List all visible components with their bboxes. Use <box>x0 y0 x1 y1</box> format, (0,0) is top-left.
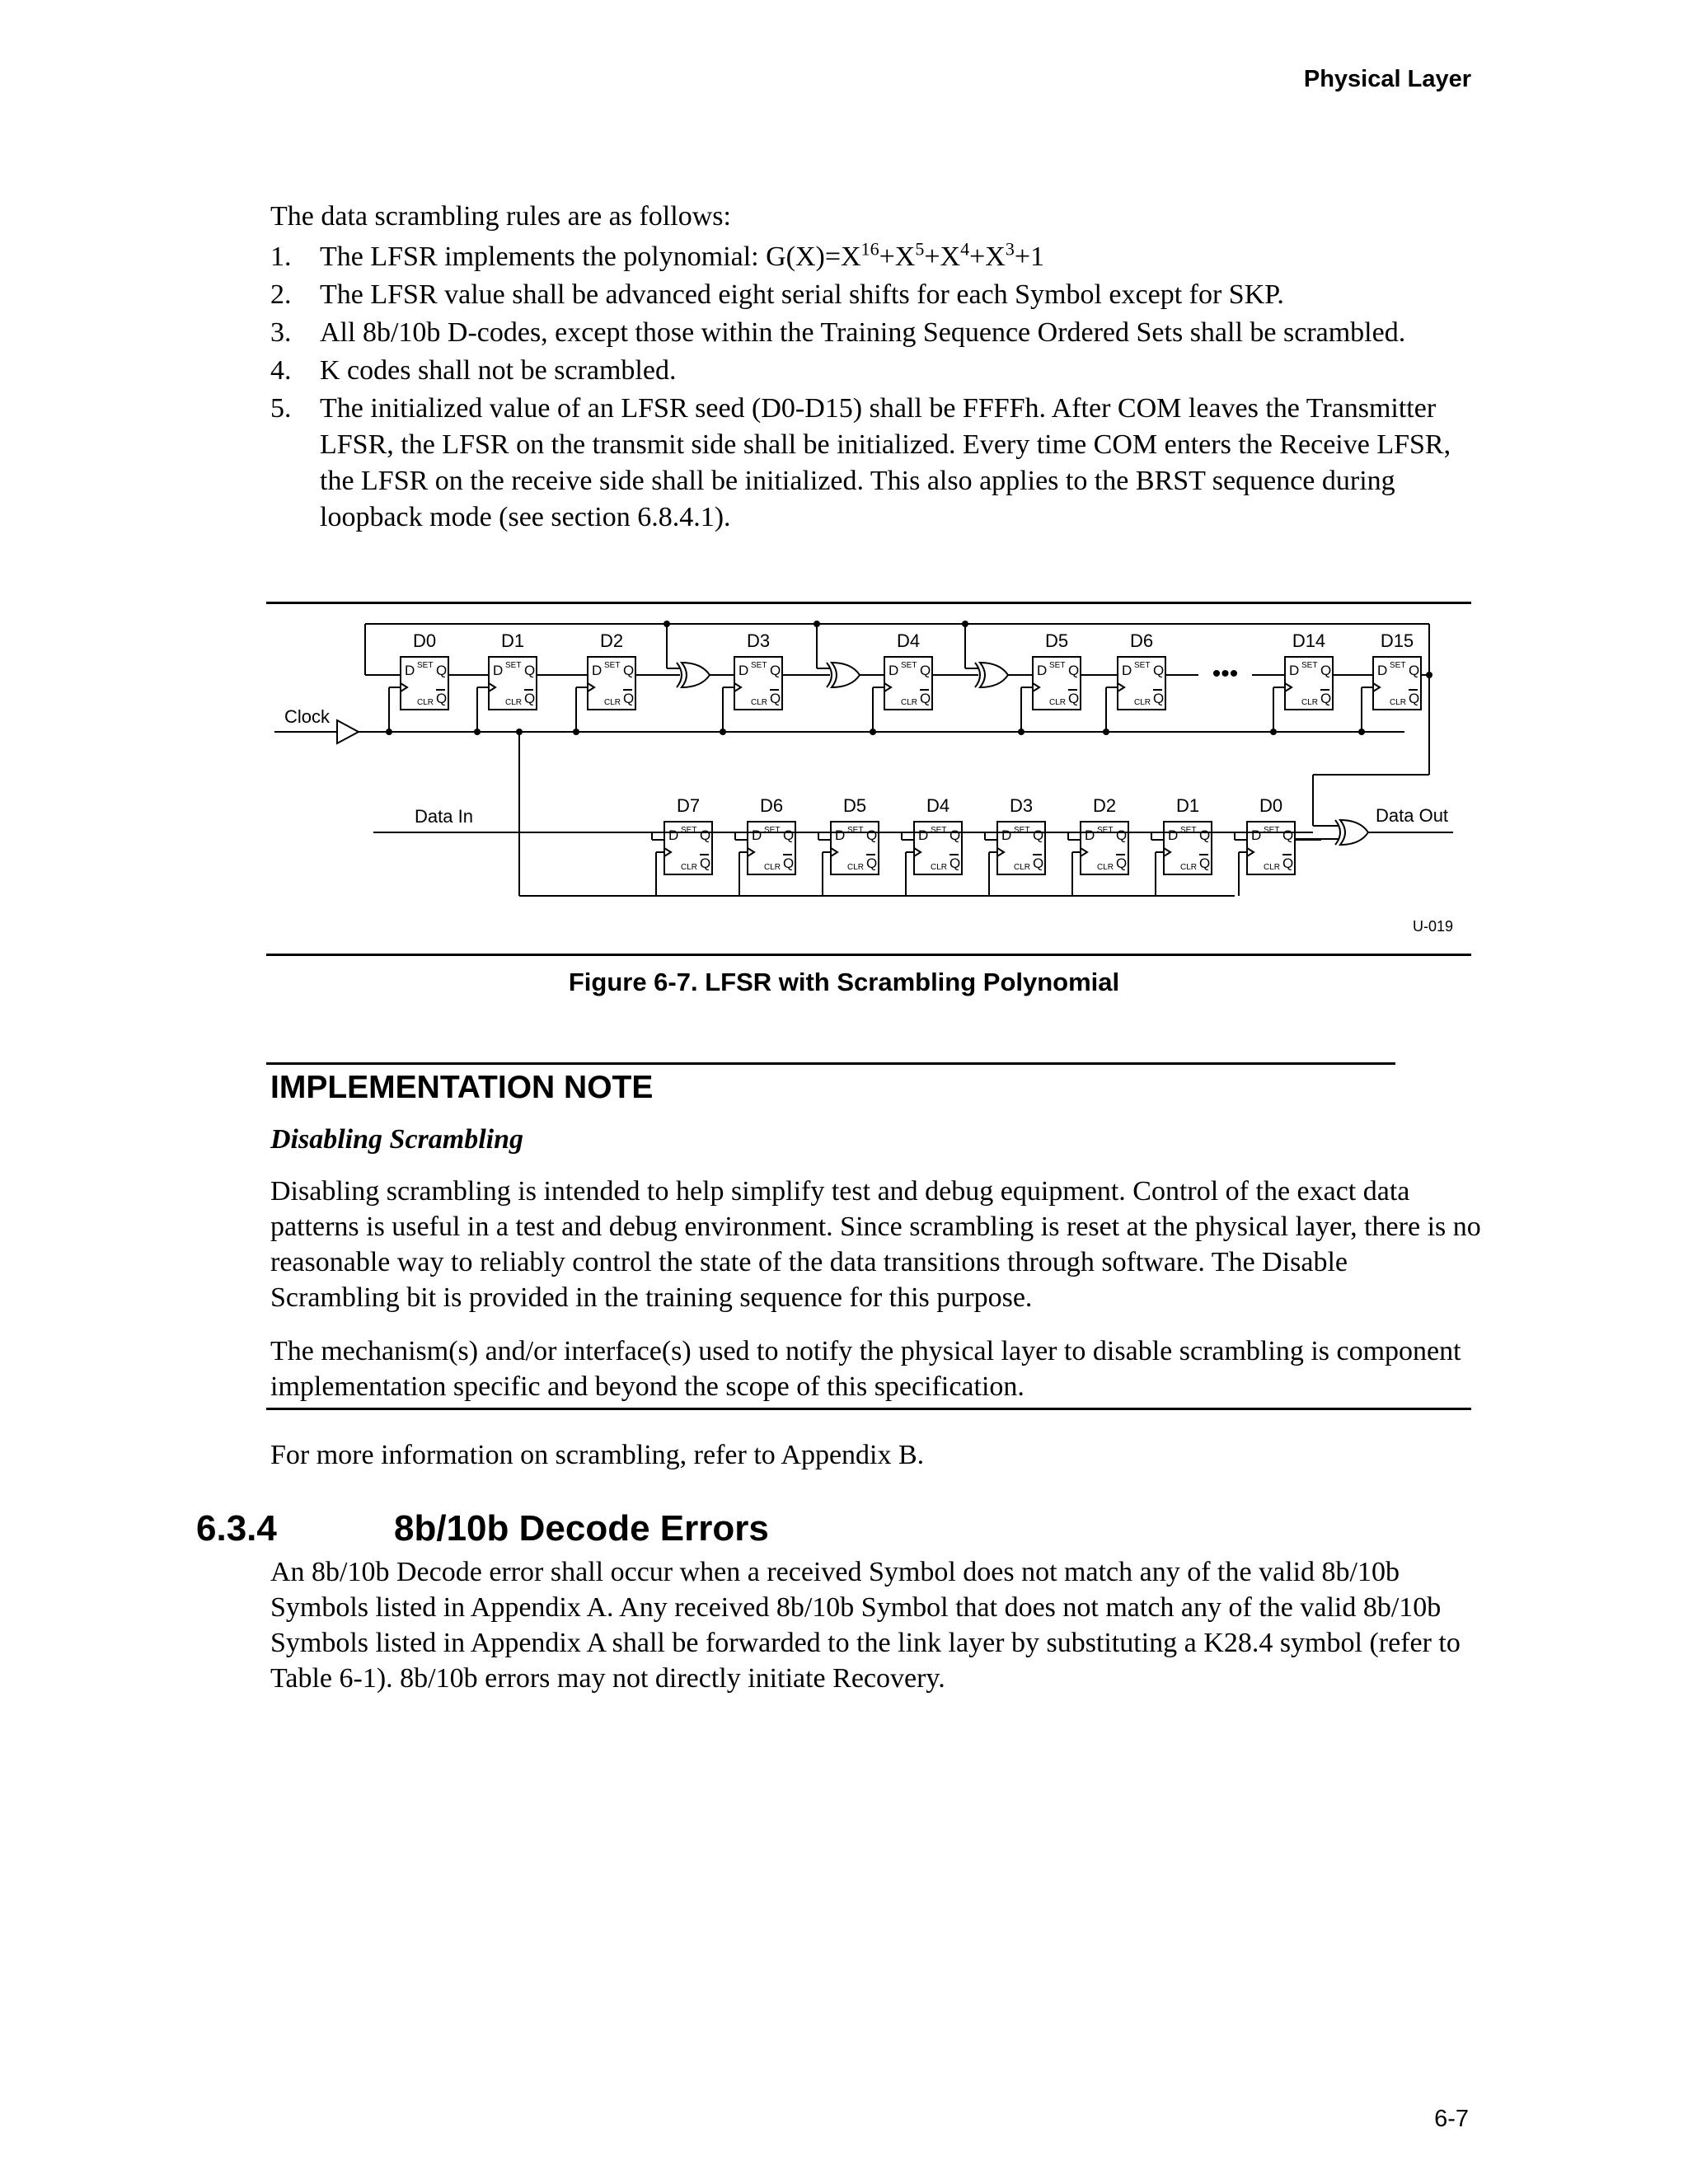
ff-set-label: SET <box>1097 826 1114 835</box>
ff-q-label: Q <box>1199 827 1211 843</box>
xor-gate <box>677 663 710 687</box>
section-number: 6.3.4 <box>196 1508 277 1549</box>
bottom-register-label: D0 <box>1259 795 1283 816</box>
more-info-text: For more information on scrambling, refer to Appendix B. <box>270 1440 925 1470</box>
section-body: An 8b/10b Decode error shall occur when a received Symbol does not match any of the valid 8b/10b Symbols listed in Appendix A. Any received 8b/10b Symbol that does not match any of the valid 8b/10b Symbols listed in Appendix A shall be forwarded to the link layer by substituting a K28.4 symbol (refer to Table 6-1). 8b/10b errors may not directly initiate Recovery. <box>270 1557 1461 1694</box>
ff-q-label: Q <box>783 827 795 843</box>
ff-d-label: D <box>592 663 603 678</box>
section-title: 8b/10b Decode Errors <box>394 1508 769 1549</box>
rule-number: 2. <box>270 279 292 310</box>
flip-flop <box>1118 630 1165 710</box>
ff-clr-label: CLR <box>931 863 948 872</box>
bottom-register-label: D2 <box>1092 795 1117 816</box>
ff-set-label: SET <box>417 661 434 670</box>
ff-clr-label: CLR <box>505 698 523 707</box>
page-number: 6-7 <box>1434 2106 1469 2132</box>
ff-clr-label: CLR <box>681 863 698 872</box>
impl-note-bottom-rule <box>266 1408 1471 1410</box>
flip-flop <box>401 630 448 710</box>
xor-body <box>682 663 710 687</box>
figure-bottom-rule <box>266 954 1471 956</box>
ff-set-label: SET <box>604 661 621 670</box>
ff-set-label: SET <box>901 661 917 670</box>
bottom-register-label: D7 <box>676 795 701 816</box>
ff-clock-triangle <box>997 848 1004 856</box>
bottom-register-label: D5 <box>842 795 867 816</box>
rules-intro: The data scrambling rules are as follows: <box>270 201 731 232</box>
poly-exponent: 4 <box>960 238 970 260</box>
junction-dot <box>516 729 523 735</box>
ff-set-label: SET <box>1301 661 1318 670</box>
ff-d-label: D <box>1168 827 1179 843</box>
ff-d-label: D <box>405 663 415 678</box>
section-heading <box>196 1508 769 1549</box>
ff-d-label: D <box>1122 663 1132 678</box>
ff-q-label: Q <box>623 663 635 678</box>
ff-q-label: Q <box>1320 663 1332 678</box>
ff-set-label: SET <box>764 826 781 835</box>
xor-body <box>1340 820 1368 845</box>
xor-body <box>832 663 860 687</box>
ff-clock-triangle <box>884 683 891 691</box>
flip-flop <box>997 795 1045 874</box>
ff-clock-triangle <box>489 683 495 691</box>
flip-flop <box>734 630 782 710</box>
ff-qbar-label: Q <box>623 691 635 706</box>
ff-qbar-label: Q <box>950 855 961 871</box>
figure-caption: Figure 6-7. LFSR with Scrambling Polynomial <box>568 968 1120 996</box>
flip-flop <box>1373 630 1421 710</box>
ff-q-label: Q <box>920 663 931 678</box>
ff-clr-label: CLR <box>901 698 918 707</box>
rule-item <box>270 239 1474 275</box>
ff-qbar-label: Q <box>1033 855 1044 871</box>
ff-d-label: D <box>835 827 846 843</box>
top-register-label: D0 <box>412 630 437 651</box>
ff-qbar-label: Q <box>700 855 711 871</box>
data-in-label: Data In <box>415 806 473 827</box>
rule-number: 3. <box>270 317 292 348</box>
rule-text: The initialized value of an LFSR seed (D0-D15) shall be FFFFh. After COM leaves the Transmitter LFSR, the LFSR on the transmit side shall be initialized. Every time COM enters the Receive LFSR, the LFSR on the receive side shall be initialized. This also applies to the BRST sequence during loopback mode (see section 6.8.4.1). <box>320 393 1451 532</box>
top-register-label: D6 <box>1129 630 1154 651</box>
rule-text <box>320 239 1474 275</box>
impl-note-top-rule <box>266 1062 1395 1065</box>
impl-note-title: IMPLEMENTATION NOTE <box>270 1070 654 1105</box>
ff-q-label: Q <box>1033 827 1044 843</box>
ff-clr-label: CLR <box>604 698 621 707</box>
flip-flop <box>489 630 537 710</box>
bottom-register-label: D4 <box>926 795 950 816</box>
clock-label: Clock <box>284 706 331 727</box>
top-register-label: D14 <box>1292 630 1326 651</box>
xor-gate <box>1335 820 1368 845</box>
ff-set-label: SET <box>1264 826 1280 835</box>
ff-qbar-label: Q <box>1199 855 1211 871</box>
ff-set-label: SET <box>931 826 947 835</box>
ff-q-label: Q <box>1282 827 1294 843</box>
rule-number: 5. <box>270 393 292 424</box>
ff-d-label: D <box>668 827 679 843</box>
ff-clr-label: CLR <box>417 698 434 707</box>
ff-d-label: D <box>493 663 504 678</box>
rule-number: 1. <box>270 241 292 272</box>
top-register-label: D1 <box>500 630 525 651</box>
flip-flop <box>1164 795 1212 874</box>
ff-d-label: D <box>918 827 929 843</box>
ff-clock-triangle <box>914 848 921 856</box>
lfsr-diagram <box>266 610 1470 948</box>
poly-term: +X <box>879 241 916 272</box>
ff-qbar-label: Q <box>1320 691 1332 706</box>
xor-gate <box>975 663 1008 687</box>
flip-flop <box>1081 795 1128 874</box>
ff-set-label: SET <box>1180 826 1197 835</box>
ff-d-label: D <box>1085 827 1095 843</box>
bottom-register-label: D6 <box>759 795 784 816</box>
xor-body <box>980 663 1008 687</box>
ff-qbar-label: Q <box>920 691 931 706</box>
impl-note-subtitle: Disabling Scrambling <box>270 1124 524 1155</box>
ff-qbar-label: Q <box>1282 855 1294 871</box>
ff-clr-label: CLR <box>1301 698 1319 707</box>
top-register-label: D2 <box>599 630 624 651</box>
bottom-register-label: D3 <box>1009 795 1034 816</box>
flip-flop <box>588 630 635 710</box>
top-register-label: D4 <box>896 630 921 651</box>
ff-clr-label: CLR <box>1014 863 1031 872</box>
clock-buffer <box>337 720 359 743</box>
ff-clr-label: CLR <box>1390 698 1407 707</box>
xor-back-curve <box>1335 820 1340 845</box>
flip-flop <box>664 795 712 874</box>
ff-d-label: D <box>1289 663 1300 678</box>
ff-clr-label: CLR <box>1264 863 1281 872</box>
ff-q-label: Q <box>866 827 878 843</box>
flip-flop <box>831 795 879 874</box>
rule-item <box>270 391 1474 536</box>
ff-clock-triangle <box>748 848 754 856</box>
ff-set-label: SET <box>1049 661 1066 670</box>
flip-flop <box>1033 630 1081 710</box>
ff-qbar-label: Q <box>770 691 781 706</box>
ff-qbar-label: Q <box>1409 691 1420 706</box>
ff-set-label: SET <box>847 826 864 835</box>
flip-flop <box>914 795 962 874</box>
xor-gate <box>827 663 860 687</box>
rule-text: The LFSR value shall be advanced eight serial shifts for each Symbol except for SKP. <box>320 279 1284 310</box>
rule-text: K codes shall not be scrambled. <box>320 355 677 386</box>
ff-d-label: D <box>1001 827 1012 843</box>
ff-q-label: Q <box>524 663 536 678</box>
ff-q-label: Q <box>1409 663 1420 678</box>
running-header: Physical Layer <box>1303 66 1471 92</box>
rule-item <box>270 315 1474 351</box>
data-out-label: Data Out <box>1376 805 1449 826</box>
ff-q-label: Q <box>1068 663 1080 678</box>
ff-qbar-label: Q <box>436 691 448 706</box>
ff-clock-triangle <box>1373 683 1380 691</box>
ff-qbar-label: Q <box>524 691 536 706</box>
flip-flop <box>1285 630 1333 710</box>
ff-qbar-label: Q <box>866 855 878 871</box>
figure-id: U-019 <box>1412 918 1453 935</box>
ff-clock-triangle <box>734 683 741 691</box>
ff-clock-triangle <box>1164 848 1170 856</box>
ellipsis: ••• <box>1212 660 1239 687</box>
poly-term: +X <box>924 241 961 272</box>
ff-set-label: SET <box>1390 661 1406 670</box>
rule-item <box>270 353 1474 389</box>
flip-flop <box>1247 795 1295 874</box>
poly-exponent: 5 <box>915 238 925 260</box>
poly-term: +1 <box>1014 241 1044 272</box>
top-register-label: D3 <box>746 630 771 651</box>
ff-clock-triangle <box>1285 683 1292 691</box>
figure-top-rule <box>266 602 1471 604</box>
ff-q-label: Q <box>436 663 448 678</box>
ff-clr-label: CLR <box>1134 698 1151 707</box>
rule-number: 4. <box>270 355 292 386</box>
ff-clock-triangle <box>1081 848 1087 856</box>
ff-set-label: SET <box>751 661 767 670</box>
ff-d-label: D <box>752 827 762 843</box>
ff-set-label: SET <box>681 826 697 835</box>
ff-clock-triangle <box>1247 848 1254 856</box>
ff-set-label: SET <box>1134 661 1151 670</box>
ff-q-label: Q <box>1153 663 1165 678</box>
ff-d-label: D <box>1377 663 1388 678</box>
ff-set-label: SET <box>505 661 522 670</box>
ff-set-label: SET <box>1014 826 1030 835</box>
ff-clock-triangle <box>588 683 594 691</box>
poly-term: +X <box>969 241 1006 272</box>
ff-clr-label: CLR <box>1049 698 1067 707</box>
flip-flop <box>748 795 795 874</box>
impl-note-paragraph-1: Disabling scrambling is intended to help simplify test and debug equipment. Control of the exact data patterns is useful in a test and debug environment. Since scrambling is reset at the physical layer, there is no reasonable way to reliably control the state of the data transitions through software. The Disable Scrambling bit is provided in the training sequence for this purpose. <box>270 1176 1481 1313</box>
ff-clock-triangle <box>831 848 837 856</box>
ff-d-label: D <box>1037 663 1048 678</box>
ff-clr-label: CLR <box>847 863 865 872</box>
ff-clr-label: CLR <box>751 698 768 707</box>
rule-text: All 8b/10b D-codes, except those within the Training Sequence Ordered Sets shall be scrambled. <box>320 317 1406 348</box>
ff-clr-label: CLR <box>764 863 781 872</box>
ff-q-label: Q <box>950 827 961 843</box>
ff-qbar-label: Q <box>783 855 795 871</box>
flip-flop <box>884 630 932 710</box>
ff-d-label: D <box>1251 827 1262 843</box>
ff-clock-triangle <box>1118 683 1124 691</box>
ff-qbar-label: Q <box>1116 855 1128 871</box>
ff-clr-label: CLR <box>1180 863 1198 872</box>
ff-qbar-label: Q <box>1068 691 1080 706</box>
top-register-label: D15 <box>1380 630 1414 651</box>
ff-clr-label: CLR <box>1097 863 1114 872</box>
polynomial-prefix: The LFSR implements the polynomial: G(X)=X <box>320 241 861 272</box>
impl-note-paragraph-2: The mechanism(s) and/or interface(s) used to notify the physical layer to disable scrambling is component implementation specific and beyond the scope of this specification. <box>270 1336 1461 1402</box>
poly-exponent: 3 <box>1005 238 1015 260</box>
bottom-register-label: D1 <box>1175 795 1200 816</box>
poly-exponent: 16 <box>860 238 879 260</box>
ff-q-label: Q <box>770 663 781 678</box>
ff-clock-triangle <box>664 848 671 856</box>
ff-d-label: D <box>738 663 749 678</box>
ff-clock-triangle <box>401 683 407 691</box>
ff-qbar-label: Q <box>1153 691 1165 706</box>
rule-item <box>270 277 1474 313</box>
scrambling-rules-list <box>270 239 1474 537</box>
top-register-label: D5 <box>1044 630 1069 651</box>
ff-clock-triangle <box>1033 683 1039 691</box>
ff-q-label: Q <box>700 827 711 843</box>
ff-q-label: Q <box>1116 827 1128 843</box>
ff-d-label: D <box>889 663 899 678</box>
